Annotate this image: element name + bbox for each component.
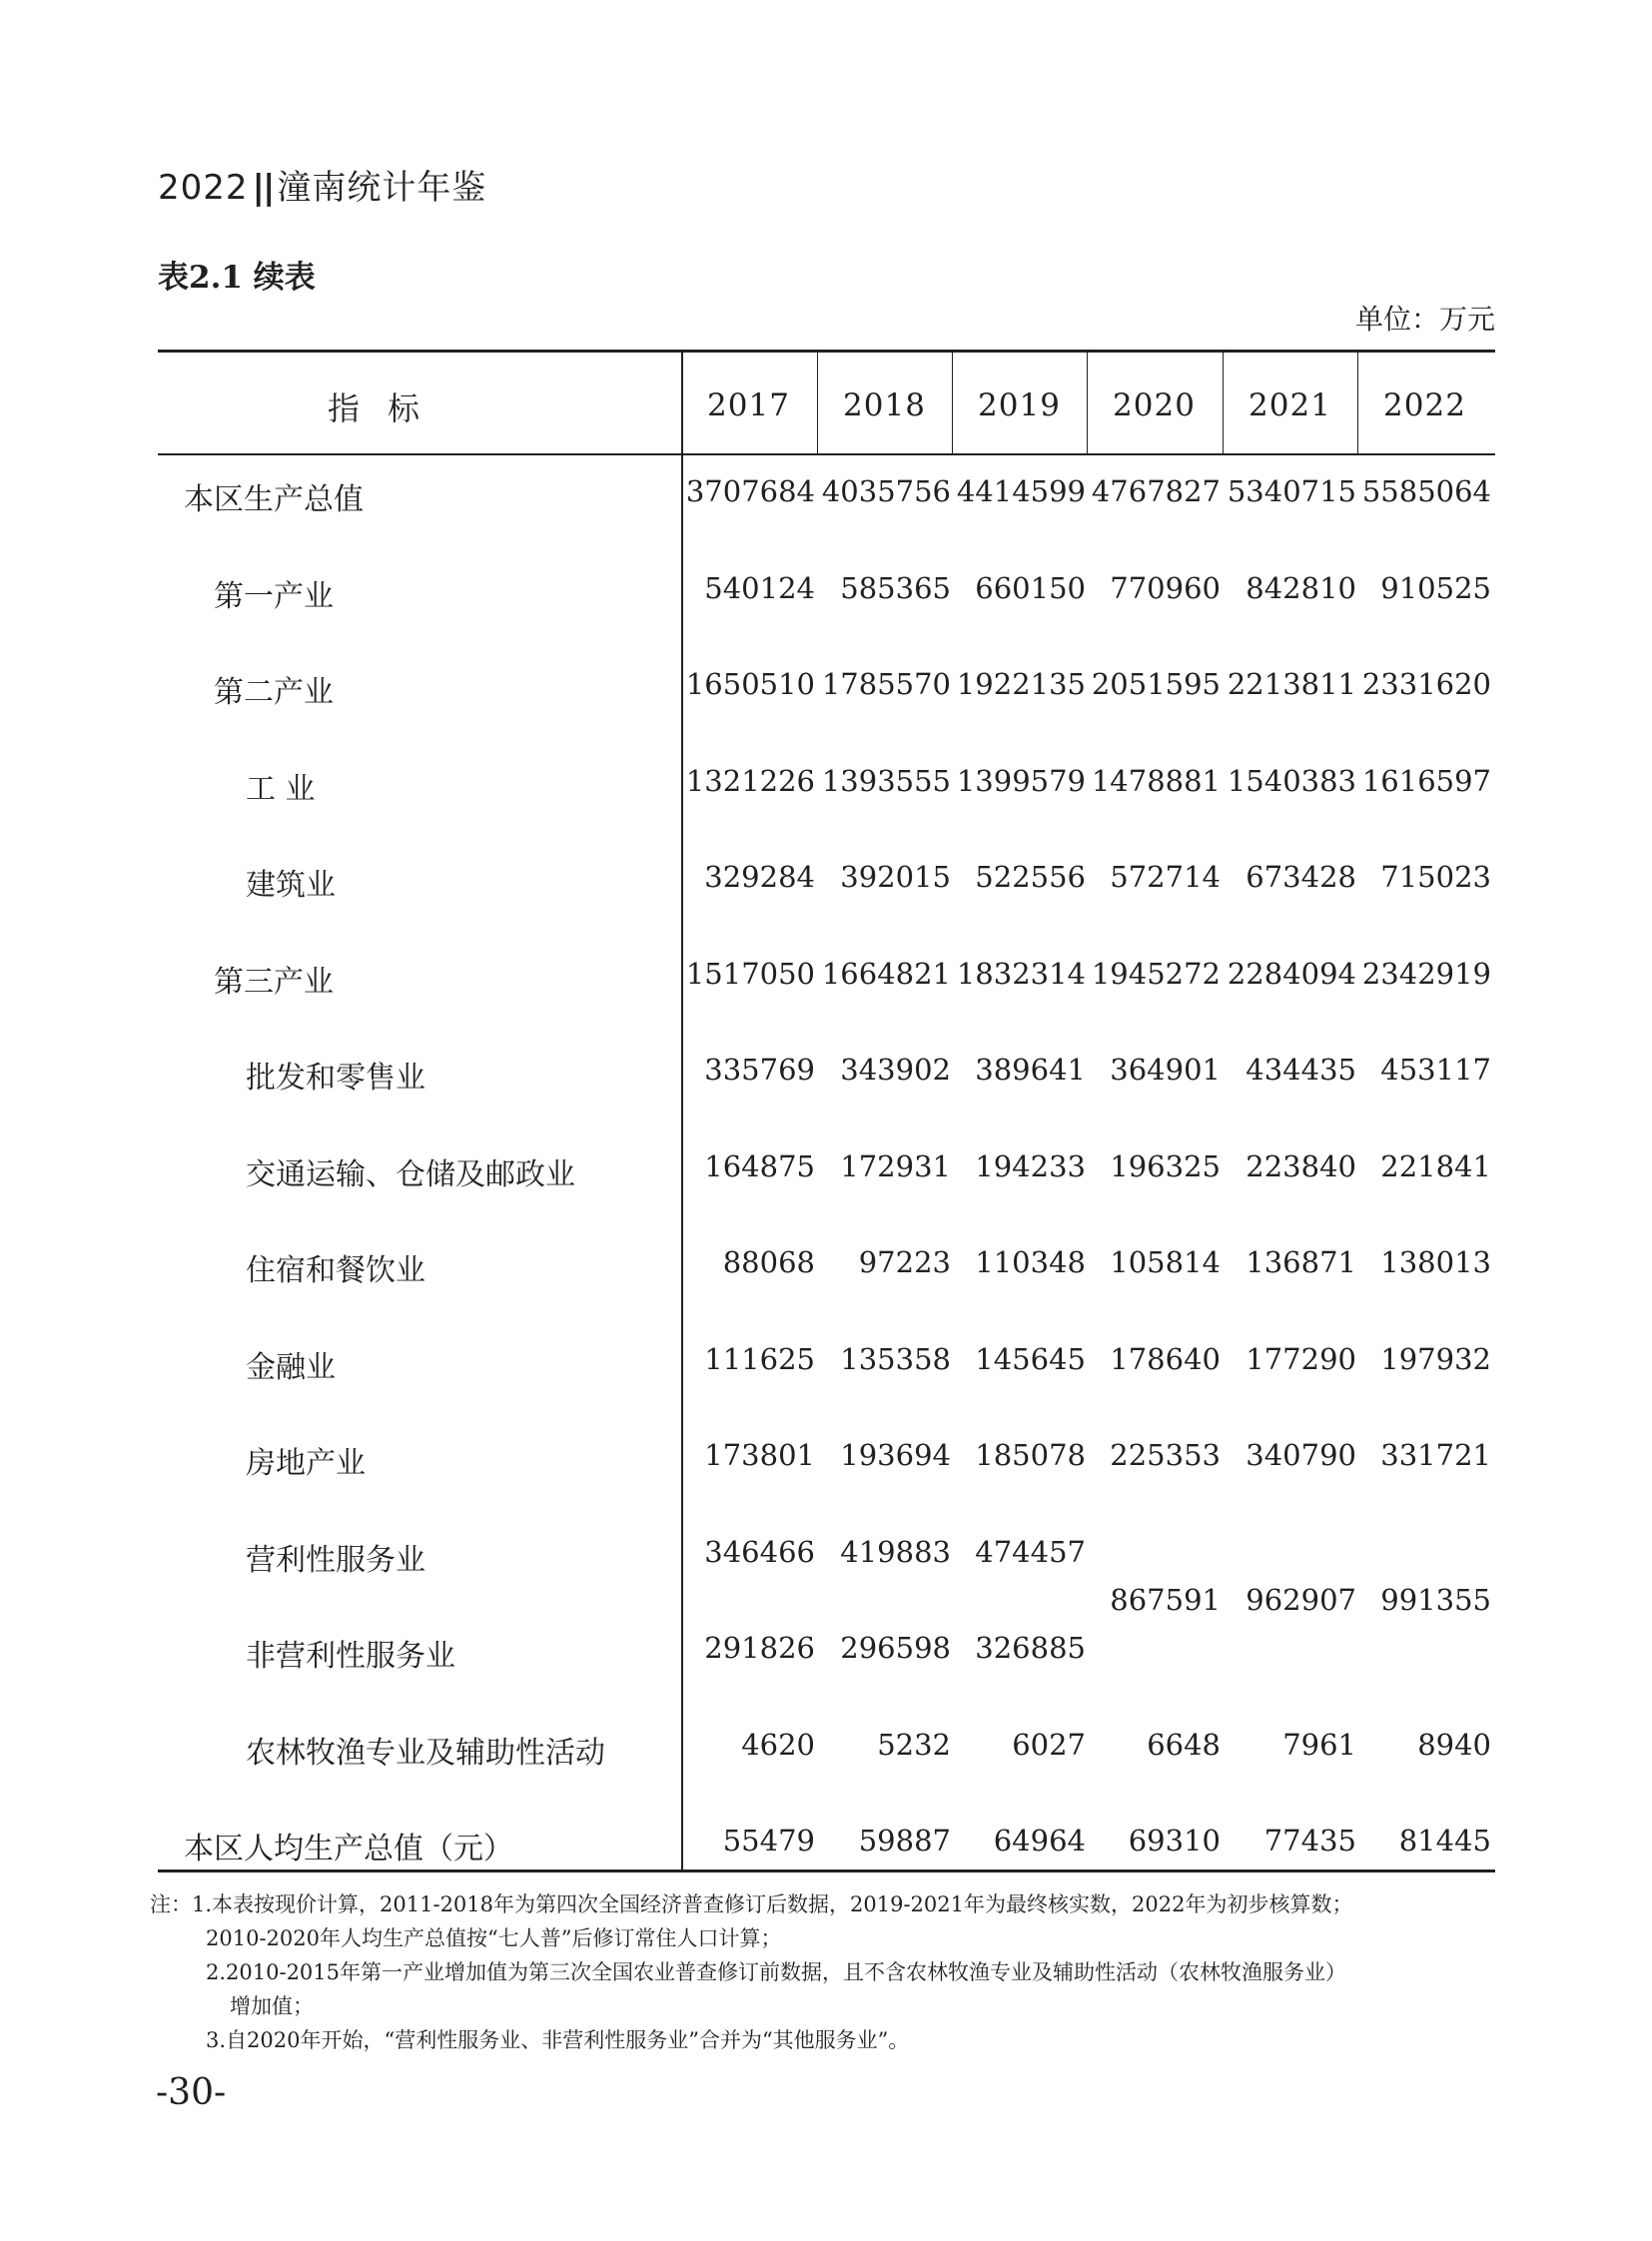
note-line: 注：1.本表按现价计算，2011-2018年为第四次全国经济普查修订后数据，2019-2021年为最终核实数，2022年为初步核算数； [150,1892,1353,1916]
value-cell: 5232 [877,1727,951,1762]
value-cell: 223840 [1245,1148,1356,1183]
value-cell: 340790 [1245,1438,1356,1472]
value-cell: 1540383 [1227,763,1356,798]
value-cell: 522556 [975,860,1086,894]
value-cell: 4414599 [956,474,1086,508]
value-cell: 329284 [704,860,815,894]
value-cell: 185078 [975,1438,1086,1472]
value-cell: 1399579 [956,763,1086,798]
value-cell: 715023 [1380,860,1491,894]
value-cell: 2331620 [1361,667,1491,701]
merged-value-cell: 962907 [1245,1582,1356,1617]
unit-label: 单位：万元 [1354,303,1495,336]
value-cell: 6027 [1012,1727,1086,1762]
value-cell: 1321226 [685,763,815,798]
value-cell: 910525 [1380,570,1491,605]
value-cell: 1785570 [821,667,951,701]
value-cell: 2051595 [1091,667,1221,701]
row-label: 非营利性服务业 [246,1639,455,1674]
value-cell: 343902 [840,1053,951,1087]
row-label: 建筑业 [246,868,336,903]
table-row [158,956,1495,1000]
value-cell: 364901 [1110,1053,1221,1087]
year-header: 2019 [978,387,1061,423]
value-cell: 145645 [975,1341,1086,1376]
row-label: 第二产业 [214,675,334,710]
running-header [158,160,486,209]
value-cell: 1517050 [685,956,815,991]
header-year: 2022 [158,168,249,208]
value-cell: 660150 [975,570,1086,605]
table-row [158,1631,1495,1674]
value-cell: 7961 [1282,1727,1356,1762]
value-cell: 164875 [704,1148,815,1183]
row-label: 住宿和餐饮业 [246,1253,425,1288]
note-line: 2.2010-2015年第一产业增加值为第三次全国农业普查修订前数据，且不含农林牧渔专业及辅助性活动（农林牧渔服务业） [206,1960,1347,1984]
row-label: 农林牧渔专业及辅助性活动 [246,1735,605,1771]
value-cell: 138013 [1380,1245,1491,1279]
value-cell: 105814 [1110,1245,1221,1279]
value-cell: 453117 [1380,1053,1491,1087]
value-cell: 4767827 [1091,474,1221,508]
value-cell: 540124 [704,570,815,605]
value-cell: 2213811 [1227,667,1356,701]
merged-value-cell: 867591 [1110,1582,1221,1617]
value-cell: 193694 [840,1438,951,1472]
value-cell: 1650510 [685,667,815,701]
table-notes [150,1887,1508,2057]
value-cell: 225353 [1110,1438,1221,1472]
header-title: 潼南统计年鉴 [277,168,487,208]
table-row [158,1148,1495,1192]
table-row [158,1438,1495,1481]
table-row [158,860,1495,903]
value-cell: 177290 [1245,1341,1356,1376]
table-row [158,1053,1495,1096]
value-cell: 392015 [840,860,951,894]
year-header: 2018 [843,387,926,423]
table-row [158,1341,1495,1385]
header-separator: || [252,168,274,208]
row-label: 交通运输、仓储及邮政业 [246,1156,575,1192]
row-label: 工 业 [246,771,316,807]
table-row [158,763,1495,807]
value-cell: 110348 [975,1245,1086,1279]
row-label: 第一产业 [214,578,334,614]
row-label: 第三产业 [214,964,334,1000]
row-label: 本区生产总值 [184,482,364,517]
value-cell: 173801 [704,1438,815,1472]
value-cell: 346466 [704,1534,815,1569]
value-cell: 296598 [840,1631,951,1665]
row-label: 房地产业 [246,1446,366,1481]
value-cell: 81445 [1398,1824,1491,1858]
value-cell: 97223 [858,1245,951,1279]
value-cell: 1478881 [1091,763,1221,798]
page-number: -30- [156,2072,227,2113]
row-label: 批发和零售业 [246,1061,425,1096]
row-label: 金融业 [246,1349,336,1385]
value-cell: 3707684 [685,474,815,508]
year-header: 2022 [1383,387,1466,423]
indicator-header: 指标 [327,389,447,427]
value-cell: 419883 [840,1534,951,1569]
value-cell: 221841 [1380,1148,1491,1183]
value-cell: 335769 [704,1053,815,1087]
value-cell: 197932 [1380,1341,1491,1376]
value-cell: 1922135 [956,667,1086,701]
table-title: 表2.1 续表 [158,260,316,296]
value-cell: 434435 [1245,1053,1356,1087]
value-cell: 4035756 [821,474,951,508]
year-header: 2017 [707,387,790,423]
value-cell: 474457 [975,1534,1086,1569]
note-line: 2010-2020年人均生产总值按“七人普”后修订常住人口计算； [206,1926,782,1950]
value-cell: 111625 [704,1341,815,1376]
value-cell: 1393555 [821,763,951,798]
value-cell: 331721 [1380,1438,1491,1472]
table-row [158,1534,1495,1578]
table-top-rule [158,350,1495,353]
value-cell: 673428 [1245,860,1356,894]
value-cell: 69310 [1128,1824,1221,1858]
value-cell: 135358 [840,1341,951,1376]
table-header-rule [158,453,1495,455]
value-cell: 770960 [1110,570,1221,605]
value-cell: 55479 [722,1824,815,1858]
table-row [158,667,1495,710]
value-cell: 389641 [975,1053,1086,1087]
value-cell: 1664821 [821,956,951,991]
value-cell: 172931 [840,1148,951,1183]
value-cell: 2284094 [1227,956,1356,991]
year-header: 2020 [1113,387,1196,423]
value-cell: 59887 [858,1824,951,1858]
table-row [158,1245,1495,1288]
value-cell: 6648 [1147,1727,1221,1762]
value-cell: 1832314 [956,956,1086,991]
year-header: 2021 [1248,387,1331,423]
value-cell: 5340715 [1227,474,1356,508]
table-row [158,570,1495,614]
value-cell: 842810 [1245,570,1356,605]
note-line: 增加值； [230,1994,314,2018]
value-cell: 326885 [975,1631,1086,1665]
value-cell: 8940 [1417,1727,1491,1762]
table-row [158,1727,1495,1771]
row-label: 营利性服务业 [246,1542,425,1578]
value-cell: 194233 [975,1148,1086,1183]
value-cell: 196325 [1110,1148,1221,1183]
table-row [158,474,1495,517]
value-cell: 2342919 [1361,956,1491,991]
value-cell: 572714 [1110,860,1221,894]
value-cell: 5585064 [1361,474,1491,508]
value-cell: 88068 [722,1245,815,1279]
row-label: 本区人均生产总值（元） [184,1832,513,1867]
note-line: 3.自2020年开始，“营利性服务业、非营利性服务业”合并为“其他服务业”。 [206,2028,910,2052]
value-cell: 1616597 [1361,763,1491,798]
table-row [158,1824,1495,1867]
value-cell: 4620 [741,1727,815,1762]
table-bottom-rule [158,1869,1495,1872]
value-cell: 1945272 [1091,956,1221,991]
value-cell: 64964 [993,1824,1086,1858]
value-cell: 77435 [1263,1824,1356,1858]
value-cell: 585365 [840,570,951,605]
value-cell: 136871 [1245,1245,1356,1279]
value-cell: 291826 [704,1631,815,1665]
merged-value-cell: 991355 [1380,1582,1491,1617]
value-cell: 178640 [1110,1341,1221,1376]
